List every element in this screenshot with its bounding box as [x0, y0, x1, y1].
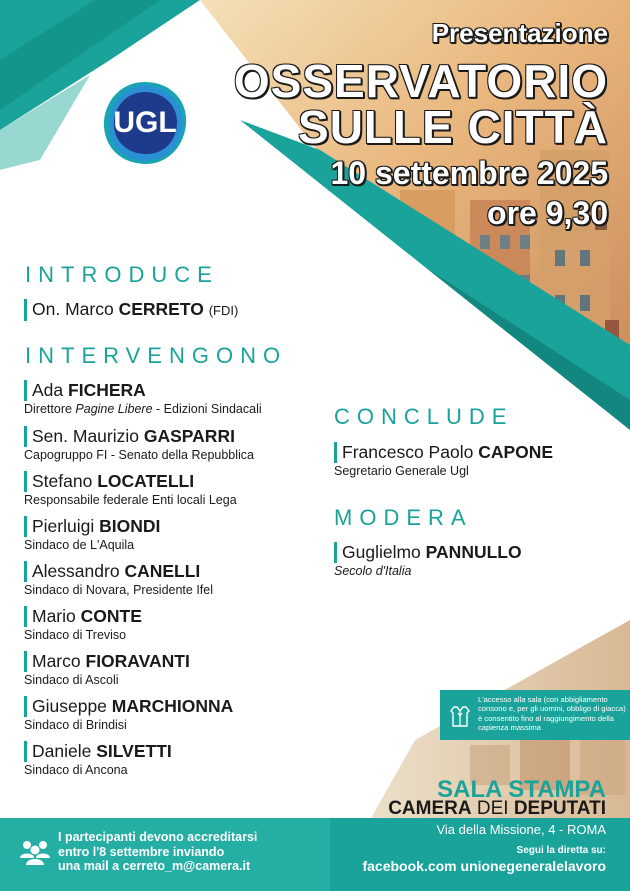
moderator-surname: PANNULLO: [425, 542, 522, 562]
venue-room: SALA STAMPA: [437, 776, 606, 803]
speaker-surname: BIONDI: [99, 516, 161, 536]
speaker-name: [24, 696, 233, 717]
speaker-item: [24, 380, 262, 417]
dress-code-icon: [448, 704, 472, 728]
moderator-role: [334, 563, 522, 579]
speaker-surname: CONTE: [80, 606, 142, 626]
venue-address: Via della Missione, 4 - ROMA: [436, 822, 606, 837]
introducer-party: (FDI): [208, 303, 239, 318]
speaker-item: [24, 606, 142, 643]
introducer-name: [24, 299, 238, 321]
speaker-first-name: Daniele: [32, 741, 92, 761]
concluder-name: [334, 442, 553, 463]
speaker-surname: CANELLI: [124, 561, 201, 581]
speaker-surname: SILVETTI: [96, 741, 172, 761]
venue-building-part2: DEI: [471, 798, 514, 819]
speaker-name: [24, 380, 262, 401]
access-note: L'accesso alla sala (con abbigliamento consono e, per gli uomini, obbligo di giacca) è consentito fino al raggiungimento della capienza massima: [478, 695, 626, 733]
concluder-role: Segretario Generale Ugl: [334, 464, 469, 478]
speaker-role: Responsabile federale Enti locali Lega: [24, 493, 237, 507]
introduce-heading: INTRODUCE: [25, 262, 219, 287]
speaker-item: [24, 426, 254, 463]
speaker-first-name: Sen. Maurizio: [32, 426, 139, 446]
intervengono-heading: INTERVENGONO: [25, 343, 288, 368]
speaker-role-suffix: - Edizioni Sindacali: [152, 402, 262, 416]
speaker-name: [24, 606, 142, 627]
speaker-item: [24, 741, 172, 778]
people-icon: [18, 838, 52, 866]
event-title-line2: SULLE CITTÀ: [298, 101, 608, 153]
event-date: 10 settembre 2025: [330, 155, 608, 191]
speaker-first-name: Alessandro: [32, 561, 120, 581]
speaker-first-name: Giuseppe: [32, 696, 107, 716]
introducer: [24, 299, 238, 321]
speaker-surname: GASPARRI: [143, 426, 235, 446]
venue-building: [388, 798, 606, 820]
speaker-item: [24, 516, 160, 553]
speaker-first-name: Pierluigi: [32, 516, 95, 536]
accreditation-line: I partecipanti devono accreditarsi: [58, 830, 258, 844]
speaker-surname: FICHERA: [68, 380, 146, 400]
concluder-first-name: Francesco Paolo: [342, 442, 474, 462]
speaker-role-prefix: Direttore: [24, 402, 76, 416]
moderator-first-name: Guglielmo: [342, 542, 421, 562]
speaker-name: [24, 741, 172, 762]
speaker-surname: MARCHIONNA: [111, 696, 234, 716]
conclude-heading: CONCLUDE: [334, 404, 514, 429]
speaker-item: [24, 651, 190, 688]
speaker-name: [24, 471, 237, 492]
presentation-label: Presentazione: [431, 18, 608, 48]
speaker-role: Sindaco de L'Aquila: [24, 538, 135, 552]
speaker-role: Capogruppo FI - Senato della Repubblica: [24, 448, 255, 462]
speaker-role: [24, 401, 262, 417]
speaker-role-publication: Pagine Libere: [75, 402, 153, 416]
speaker-name: [24, 561, 213, 582]
ugl-logo-text: UGL: [113, 106, 177, 139]
speaker-item: [24, 471, 237, 508]
concluder: [334, 442, 553, 479]
event-title-line1: OSSERVATORIO: [233, 55, 608, 107]
moderator-name: [334, 542, 522, 563]
speaker-item: [24, 561, 213, 598]
speaker-surname: LOCATELLI: [97, 471, 195, 491]
accreditation-line: una mail a cerreto_m@camera.it: [58, 859, 251, 873]
accreditation-line: entro l'8 settembre inviando: [58, 844, 225, 859]
speaker-item: [24, 696, 233, 733]
introducer-first-name: On. Marco: [32, 299, 114, 319]
introducer-surname: CERRETO: [118, 299, 204, 319]
speaker-role: Sindaco di Ancona: [24, 763, 128, 777]
ugl-logo: [100, 78, 190, 168]
speaker-first-name: Marco: [32, 651, 81, 671]
concluder-surname: CAPONE: [478, 442, 554, 462]
speaker-role: Sindaco di Ascoli: [24, 673, 119, 687]
speaker-name: [24, 651, 190, 672]
event-time: ore 9,30: [487, 195, 608, 231]
speaker-name: [24, 426, 254, 447]
accreditation-note: [58, 830, 257, 874]
speaker-role: Sindaco di Brindisi: [24, 718, 127, 732]
speaker-name: [24, 516, 160, 537]
moderator: [334, 542, 522, 579]
facebook-link[interactable]: facebook.com unionegeneralelavoro: [362, 858, 606, 874]
speaker-surname: FIORAVANTI: [85, 651, 190, 671]
speaker-first-name: Mario: [32, 606, 76, 626]
moderator-publication: Secolo d'Italia: [334, 564, 412, 578]
modera-heading: MODERA: [334, 505, 473, 530]
speaker-first-name: Ada: [32, 380, 64, 400]
speaker-role: Sindaco di Novara, Presidente Ifel: [24, 583, 213, 597]
speaker-role: Sindaco di Treviso: [24, 628, 127, 642]
venue-building-part1: CAMERA: [388, 798, 472, 819]
live-stream-label: Segui la diretta su:: [516, 845, 606, 856]
venue-building-part3: DEPUTATI: [513, 798, 606, 819]
speaker-first-name: Stefano: [32, 471, 93, 491]
